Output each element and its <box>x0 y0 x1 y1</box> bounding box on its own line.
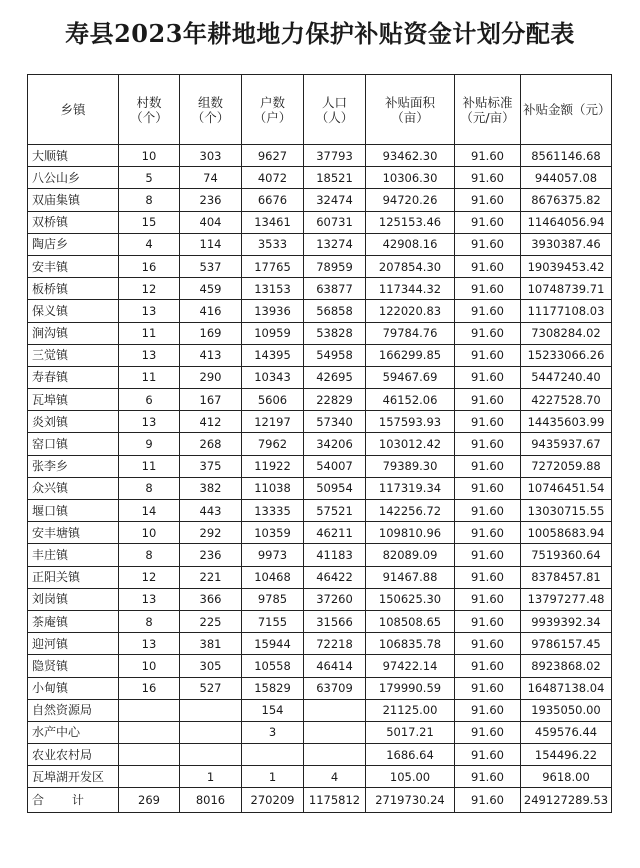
document-title: 寿县2023年耕地地力保护补贴资金计划分配表 <box>65 19 575 48</box>
cell-subsidy-amount: 10748739.71 <box>521 278 612 300</box>
cell-town: 涧沟镇 <box>28 322 119 344</box>
cell-household-count: 17765 <box>242 255 304 277</box>
table-row <box>28 677 612 699</box>
cell-household-count: 14395 <box>242 344 304 366</box>
cell-group-count: 404 <box>180 211 242 233</box>
header-household-count <box>242 75 304 145</box>
cell-subsidy-amount: 14435603.99 <box>521 411 612 433</box>
cell-population: 46211 <box>304 522 366 544</box>
cell-subsidy-standard: 91.60 <box>455 766 521 788</box>
cell-town: 张李乡 <box>28 455 119 477</box>
cell-village-count: 15 <box>119 211 180 233</box>
cell-village-count: 4 <box>119 233 180 255</box>
cell-subsidy-area: 157593.93 <box>366 411 455 433</box>
cell-subsidy-standard: 91.60 <box>455 744 521 766</box>
cell-subsidy-amount: 8378457.81 <box>521 566 612 588</box>
cell-village-count: 8 <box>119 189 180 211</box>
cell-subsidy-standard: 91.60 <box>455 699 521 721</box>
cell-town: 寿春镇 <box>28 366 119 388</box>
cell-village-count: 10 <box>119 145 180 167</box>
cell-subsidy-standard: 91.60 <box>455 211 521 233</box>
cell-household-count: 13461 <box>242 211 304 233</box>
cell-subsidy-standard: 91.60 <box>455 167 521 189</box>
cell-subsidy-area: 105.00 <box>366 766 455 788</box>
cell-village-count: 11 <box>119 322 180 344</box>
cell-town: 刘岗镇 <box>28 588 119 610</box>
cell-village-count: 11 <box>119 455 180 477</box>
header-text: （户） <box>253 109 292 125</box>
cell-population: 46414 <box>304 655 366 677</box>
cell-group-count: 236 <box>180 189 242 211</box>
header-text: 补贴标准 <box>462 94 513 110</box>
cell-village-count: 10 <box>119 655 180 677</box>
cell-subsidy-area: 117319.34 <box>366 477 455 499</box>
cell-subsidy-amount: 8676375.82 <box>521 189 612 211</box>
table-row <box>28 633 612 655</box>
cell-village-count <box>119 699 180 721</box>
cell-subsidy-amount: 1935050.00 <box>521 699 612 721</box>
cell-group-count: 537 <box>180 255 242 277</box>
cell-population: 63709 <box>304 677 366 699</box>
cell-village-count <box>119 721 180 743</box>
cell-village-count: 8 <box>119 610 180 632</box>
cell-population: 60731 <box>304 211 366 233</box>
cell-town: 窑口镇 <box>28 433 119 455</box>
cell-household-count: 13936 <box>242 300 304 322</box>
table-row <box>28 721 612 743</box>
cell-subsidy-amount: 944057.08 <box>521 167 612 189</box>
cell-village-count: 11 <box>119 366 180 388</box>
cell-household-count: 10558 <box>242 655 304 677</box>
cell-town: 正阳关镇 <box>28 566 119 588</box>
header-text: （个） <box>191 109 230 125</box>
cell-population: 54958 <box>304 344 366 366</box>
cell-town: 水产中心 <box>28 721 119 743</box>
header-row <box>28 75 612 145</box>
table-row <box>28 278 612 300</box>
cell-subsidy-area: 106835.78 <box>366 633 455 655</box>
cell-population: 53828 <box>304 322 366 344</box>
cell-subsidy-standard: 91.60 <box>455 544 521 566</box>
cell-group-count: 221 <box>180 566 242 588</box>
table-row <box>28 255 612 277</box>
table-row <box>28 699 612 721</box>
cell-village-count: 13 <box>119 300 180 322</box>
cell-subsidy-standard: 91.60 <box>455 300 521 322</box>
table-row <box>28 344 612 366</box>
cell-population: 13274 <box>304 233 366 255</box>
table-row <box>28 433 612 455</box>
cell-town: 三觉镇 <box>28 344 119 366</box>
cell-group-count: 74 <box>180 167 242 189</box>
cell-group-count: 303 <box>180 145 242 167</box>
cell-group-count: 268 <box>180 433 242 455</box>
table-row <box>28 455 612 477</box>
cell-household-count: 270209 <box>242 788 304 813</box>
cell-subsidy-amount: 9786157.45 <box>521 633 612 655</box>
cell-subsidy-amount: 459576.44 <box>521 721 612 743</box>
cell-town: 合 计 <box>28 788 119 813</box>
cell-household-count: 15829 <box>242 677 304 699</box>
cell-subsidy-area: 1686.64 <box>366 744 455 766</box>
cell-subsidy-area: 10306.30 <box>366 167 455 189</box>
cell-village-count: 8 <box>119 544 180 566</box>
cell-population: 31566 <box>304 610 366 632</box>
header-subsidy-standard <box>455 75 521 145</box>
cell-group-count: 167 <box>180 389 242 411</box>
cell-subsidy-amount: 3930387.46 <box>521 233 612 255</box>
cell-population: 41183 <box>304 544 366 566</box>
cell-subsidy-amount: 249127289.53 <box>521 788 612 813</box>
cell-household-count: 7155 <box>242 610 304 632</box>
cell-group-count <box>180 699 242 721</box>
cell-town: 茶庵镇 <box>28 610 119 632</box>
cell-village-count: 14 <box>119 500 180 522</box>
table-row <box>28 655 612 677</box>
header-text: （亩） <box>391 109 429 125</box>
cell-village-count: 12 <box>119 566 180 588</box>
cell-village-count: 16 <box>119 255 180 277</box>
cell-subsidy-standard: 91.60 <box>455 721 521 743</box>
cell-population <box>304 744 366 766</box>
header-subsidy-area <box>366 75 455 145</box>
cell-town: 丰庄镇 <box>28 544 119 566</box>
cell-population: 63877 <box>304 278 366 300</box>
table-row <box>28 211 612 233</box>
cell-population: 42695 <box>304 366 366 388</box>
cell-population: 54007 <box>304 455 366 477</box>
cell-household-count <box>242 744 304 766</box>
cell-group-count: 169 <box>180 322 242 344</box>
cell-subsidy-amount: 8923868.02 <box>521 655 612 677</box>
table-row <box>28 744 612 766</box>
cell-town: 保义镇 <box>28 300 119 322</box>
cell-town: 瓦埠镇 <box>28 389 119 411</box>
cell-subsidy-area: 79389.30 <box>366 455 455 477</box>
cell-population: 22829 <box>304 389 366 411</box>
cell-group-count: 8016 <box>180 788 242 813</box>
cell-subsidy-area: 122020.83 <box>366 300 455 322</box>
cell-household-count: 10959 <box>242 322 304 344</box>
table-row <box>28 566 612 588</box>
cell-subsidy-amount: 13797277.48 <box>521 588 612 610</box>
cell-town: 安丰塘镇 <box>28 522 119 544</box>
cell-subsidy-area: 21125.00 <box>366 699 455 721</box>
cell-household-count: 6676 <box>242 189 304 211</box>
table-row <box>28 588 612 610</box>
cell-population: 57340 <box>304 411 366 433</box>
cell-subsidy-standard: 91.60 <box>455 788 521 813</box>
cell-subsidy-area: 59467.69 <box>366 366 455 388</box>
header-group-count <box>180 75 242 145</box>
cell-subsidy-amount: 15233066.26 <box>521 344 612 366</box>
header-text: 户数 <box>259 94 285 110</box>
cell-population: 34206 <box>304 433 366 455</box>
cell-subsidy-area: 94720.26 <box>366 189 455 211</box>
table-row <box>28 544 612 566</box>
cell-household-count: 13153 <box>242 278 304 300</box>
table-row <box>28 300 612 322</box>
header-text: 补贴金额（元） <box>523 102 611 117</box>
cell-subsidy-standard: 91.60 <box>455 255 521 277</box>
header-town <box>28 75 119 145</box>
cell-subsidy-standard: 91.60 <box>455 522 521 544</box>
table-row <box>28 610 612 632</box>
cell-village-count: 13 <box>119 344 180 366</box>
cell-household-count: 11922 <box>242 455 304 477</box>
cell-subsidy-area: 117344.32 <box>366 278 455 300</box>
cell-subsidy-standard: 91.60 <box>455 344 521 366</box>
cell-group-count: 305 <box>180 655 242 677</box>
cell-village-count: 13 <box>119 633 180 655</box>
cell-household-count: 1 <box>242 766 304 788</box>
cell-town: 自然资源局 <box>28 699 119 721</box>
cell-group-count: 290 <box>180 366 242 388</box>
cell-town: 小甸镇 <box>28 677 119 699</box>
cell-town: 双庙集镇 <box>28 189 119 211</box>
cell-subsidy-standard: 91.60 <box>455 411 521 433</box>
cell-village-count: 13 <box>119 411 180 433</box>
table-row <box>28 766 612 788</box>
cell-village-count: 6 <box>119 389 180 411</box>
cell-household-count: 9627 <box>242 145 304 167</box>
cell-group-count: 375 <box>180 455 242 477</box>
cell-town: 安丰镇 <box>28 255 119 277</box>
table-row <box>28 233 612 255</box>
total-row <box>28 788 612 813</box>
table-row <box>28 477 612 499</box>
cell-household-count: 154 <box>242 699 304 721</box>
cell-group-count: 412 <box>180 411 242 433</box>
cell-subsidy-standard: 91.60 <box>455 633 521 655</box>
cell-household-count: 11038 <box>242 477 304 499</box>
cell-subsidy-area: 2719730.24 <box>366 788 455 813</box>
cell-subsidy-area: 150625.30 <box>366 588 455 610</box>
cell-town: 板桥镇 <box>28 278 119 300</box>
cell-village-count <box>119 766 180 788</box>
cell-group-count: 459 <box>180 278 242 300</box>
cell-group-count <box>180 744 242 766</box>
cell-population: 78959 <box>304 255 366 277</box>
cell-group-count: 382 <box>180 477 242 499</box>
cell-subsidy-area: 142256.72 <box>366 500 455 522</box>
cell-population: 18521 <box>304 167 366 189</box>
header-text: 补贴面积 <box>384 94 435 110</box>
cell-subsidy-standard: 91.60 <box>455 655 521 677</box>
cell-household-count: 10343 <box>242 366 304 388</box>
cell-town: 农业农村局 <box>28 744 119 766</box>
cell-subsidy-amount: 11464056.94 <box>521 211 612 233</box>
cell-household-count: 15944 <box>242 633 304 655</box>
cell-group-count: 225 <box>180 610 242 632</box>
cell-subsidy-standard: 91.60 <box>455 677 521 699</box>
cell-subsidy-area: 93462.30 <box>366 145 455 167</box>
cell-village-count: 12 <box>119 278 180 300</box>
cell-village-count: 16 <box>119 677 180 699</box>
cell-subsidy-standard: 91.60 <box>455 500 521 522</box>
cell-group-count: 1 <box>180 766 242 788</box>
cell-town: 堰口镇 <box>28 500 119 522</box>
header-text: 乡镇 <box>60 102 86 117</box>
cell-village-count: 269 <box>119 788 180 813</box>
cell-subsidy-area: 179990.59 <box>366 677 455 699</box>
cell-subsidy-standard: 91.60 <box>455 389 521 411</box>
cell-village-count: 8 <box>119 477 180 499</box>
cell-subsidy-amount: 9618.00 <box>521 766 612 788</box>
cell-town: 炎刘镇 <box>28 411 119 433</box>
cell-subsidy-area: 42908.16 <box>366 233 455 255</box>
cell-household-count: 3533 <box>242 233 304 255</box>
cell-population: 1175812 <box>304 788 366 813</box>
table-row <box>28 500 612 522</box>
cell-population: 46422 <box>304 566 366 588</box>
cell-subsidy-standard: 91.60 <box>455 233 521 255</box>
header-village-count <box>119 75 180 145</box>
subsidy-allocation-table <box>27 74 612 813</box>
cell-subsidy-standard: 91.60 <box>455 189 521 211</box>
cell-group-count: 416 <box>180 300 242 322</box>
cell-population: 4 <box>304 766 366 788</box>
cell-town: 八公山乡 <box>28 167 119 189</box>
cell-population: 56858 <box>304 300 366 322</box>
cell-subsidy-area: 103012.42 <box>366 433 455 455</box>
cell-subsidy-amount: 7272059.88 <box>521 455 612 477</box>
cell-household-count: 4072 <box>242 167 304 189</box>
cell-population: 32474 <box>304 189 366 211</box>
cell-household-count: 10468 <box>242 566 304 588</box>
cell-subsidy-amount: 19039453.42 <box>521 255 612 277</box>
cell-village-count: 9 <box>119 433 180 455</box>
cell-town: 双桥镇 <box>28 211 119 233</box>
cell-subsidy-standard: 91.60 <box>455 477 521 499</box>
cell-subsidy-amount: 9939392.34 <box>521 610 612 632</box>
cell-household-count: 9785 <box>242 588 304 610</box>
cell-subsidy-area: 97422.14 <box>366 655 455 677</box>
table-row <box>28 167 612 189</box>
cell-population: 57521 <box>304 500 366 522</box>
cell-subsidy-standard: 91.60 <box>455 588 521 610</box>
cell-subsidy-area: 207854.30 <box>366 255 455 277</box>
cell-subsidy-amount: 7519360.64 <box>521 544 612 566</box>
cell-population: 72218 <box>304 633 366 655</box>
cell-subsidy-standard: 91.60 <box>455 278 521 300</box>
table-row <box>28 145 612 167</box>
cell-group-count: 381 <box>180 633 242 655</box>
cell-village-count: 10 <box>119 522 180 544</box>
cell-subsidy-area: 91467.88 <box>366 566 455 588</box>
table-row <box>28 522 612 544</box>
cell-household-count: 5606 <box>242 389 304 411</box>
cell-subsidy-standard: 91.60 <box>455 610 521 632</box>
cell-subsidy-amount: 16487138.04 <box>521 677 612 699</box>
cell-subsidy-amount: 5447240.40 <box>521 366 612 388</box>
table-row <box>28 189 612 211</box>
cell-group-count: 527 <box>180 677 242 699</box>
cell-subsidy-amount: 7308284.02 <box>521 322 612 344</box>
cell-household-count: 3 <box>242 721 304 743</box>
cell-group-count: 443 <box>180 500 242 522</box>
cell-subsidy-amount: 9435937.67 <box>521 433 612 455</box>
cell-town: 众兴镇 <box>28 477 119 499</box>
cell-group-count: 292 <box>180 522 242 544</box>
cell-subsidy-area: 5017.21 <box>366 721 455 743</box>
cell-household-count: 10359 <box>242 522 304 544</box>
cell-village-count <box>119 744 180 766</box>
header-population <box>304 75 366 145</box>
cell-subsidy-standard: 91.60 <box>455 145 521 167</box>
cell-subsidy-amount: 4227528.70 <box>521 389 612 411</box>
cell-group-count: 413 <box>180 344 242 366</box>
cell-group-count: 114 <box>180 233 242 255</box>
cell-village-count: 13 <box>119 588 180 610</box>
cell-subsidy-amount: 11177108.03 <box>521 300 612 322</box>
cell-subsidy-area: 125153.46 <box>366 211 455 233</box>
cell-subsidy-area: 82089.09 <box>366 544 455 566</box>
table-row <box>28 389 612 411</box>
cell-subsidy-standard: 91.60 <box>455 433 521 455</box>
header-text: 村数 <box>136 94 162 110</box>
cell-household-count: 7962 <box>242 433 304 455</box>
header-text: 组数 <box>197 94 223 110</box>
cell-subsidy-standard: 91.60 <box>455 566 521 588</box>
header-subsidy-amount <box>521 75 612 145</box>
cell-population <box>304 721 366 743</box>
cell-subsidy-amount: 154496.22 <box>521 744 612 766</box>
table-row <box>28 366 612 388</box>
header-text: （人） <box>315 109 354 125</box>
table-row <box>28 322 612 344</box>
table-row <box>28 411 612 433</box>
cell-town: 陶店乡 <box>28 233 119 255</box>
cell-village-count: 5 <box>119 167 180 189</box>
cell-household-count: 12197 <box>242 411 304 433</box>
cell-household-count: 9973 <box>242 544 304 566</box>
cell-town: 大顺镇 <box>28 145 119 167</box>
cell-subsidy-amount: 13030715.55 <box>521 500 612 522</box>
cell-population: 37793 <box>304 145 366 167</box>
cell-population <box>304 699 366 721</box>
cell-subsidy-area: 166299.85 <box>366 344 455 366</box>
cell-subsidy-area: 109810.96 <box>366 522 455 544</box>
cell-subsidy-standard: 91.60 <box>455 366 521 388</box>
header-text: 人口 <box>321 94 347 110</box>
cell-group-count: 236 <box>180 544 242 566</box>
cell-subsidy-amount: 10746451.54 <box>521 477 612 499</box>
cell-population: 37260 <box>304 588 366 610</box>
header-text: （元/亩） <box>460 109 515 125</box>
cell-subsidy-standard: 91.60 <box>455 322 521 344</box>
cell-town: 隐贤镇 <box>28 655 119 677</box>
cell-town: 瓦埠湖开发区 <box>28 766 119 788</box>
cell-subsidy-area: 79784.76 <box>366 322 455 344</box>
cell-group-count <box>180 721 242 743</box>
header-text: （个） <box>130 109 168 125</box>
cell-town: 迎河镇 <box>28 633 119 655</box>
cell-subsidy-area: 46152.06 <box>366 389 455 411</box>
cell-population: 50954 <box>304 477 366 499</box>
cell-subsidy-amount: 8561146.68 <box>521 145 612 167</box>
cell-subsidy-standard: 91.60 <box>455 455 521 477</box>
cell-subsidy-area: 108508.65 <box>366 610 455 632</box>
cell-subsidy-amount: 10058683.94 <box>521 522 612 544</box>
table-body <box>28 145 612 813</box>
cell-group-count: 366 <box>180 588 242 610</box>
cell-household-count: 13335 <box>242 500 304 522</box>
